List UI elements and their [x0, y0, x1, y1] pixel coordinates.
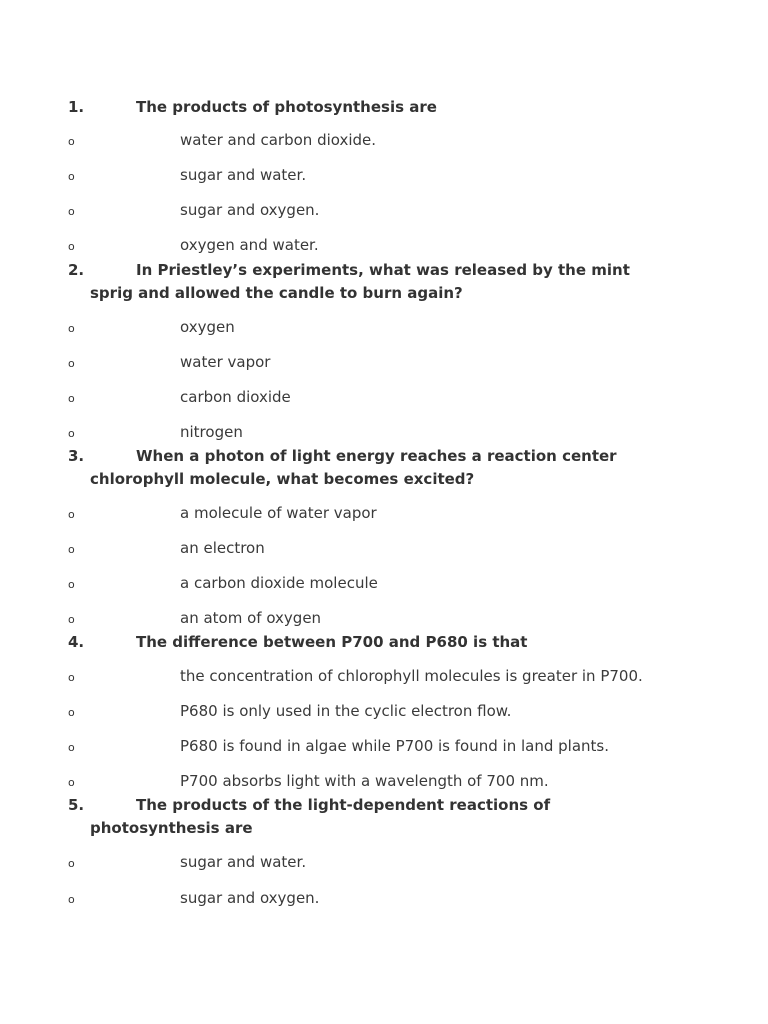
bullet-icon: o [68, 741, 75, 754]
option-text: the concentration of chlorophyll molecules is greater in P700. [180, 667, 643, 685]
bullet-icon: o [68, 392, 75, 405]
question-text: When a photon of light energy reaches a reaction center [136, 447, 617, 465]
option-text: a carbon dioxide molecule [180, 574, 378, 592]
bullet-icon: o [68, 357, 75, 370]
question-text: In Priestley’s experiments, what was released by the mint [136, 261, 630, 279]
option-text: water and carbon dioxide. [180, 131, 377, 149]
option-text: an electron [180, 539, 265, 557]
answer-option [0, 388, 768, 408]
answer-option [0, 353, 768, 373]
question-text: The products of photosynthesis are [136, 98, 437, 116]
bullet-icon: o [68, 776, 75, 789]
answer-option [0, 853, 768, 873]
answer-option [0, 236, 768, 256]
answer-option [0, 702, 768, 722]
option-text: water vapor [180, 353, 271, 371]
question-text: The products of the light-dependent reactions of [136, 796, 551, 814]
answer-option [0, 539, 768, 559]
answer-option [0, 166, 768, 186]
bullet-icon: o [68, 508, 75, 521]
bullet-icon: o [68, 857, 75, 870]
answer-option [0, 772, 768, 792]
option-text: sugar and water. [180, 166, 307, 184]
bullet-icon: o [68, 706, 75, 719]
option-text: P680 is only used in the cyclic electron flow. [180, 702, 512, 720]
bullet-icon: o [68, 427, 75, 440]
bullet-icon: o [68, 671, 75, 684]
option-text: oxygen [180, 318, 235, 336]
answer-option [0, 504, 768, 524]
bullet-icon: o [68, 613, 75, 626]
answer-option [0, 667, 768, 687]
option-text: sugar and water. [180, 853, 307, 871]
question-text-continued: sprig and allowed the candle to burn again? [90, 284, 463, 302]
option-text: sugar and oxygen. [180, 201, 320, 219]
bullet-icon: o [68, 543, 75, 556]
question-text-continued: photosynthesis are [90, 819, 253, 837]
bullet-icon: o [68, 322, 75, 335]
bullet-icon: o [68, 170, 75, 183]
option-text: an atom of oxygen [180, 609, 322, 627]
bullet-icon: o [68, 240, 75, 253]
answer-option [0, 737, 768, 757]
question-number: 2. [68, 261, 85, 279]
question-text: The difference between P700 and P680 is that [136, 633, 528, 651]
bullet-icon: o [68, 578, 75, 591]
option-text: nitrogen [180, 423, 243, 441]
bullet-icon: o [68, 135, 75, 148]
question-number: 3. [68, 447, 85, 465]
question-number: 1. [68, 98, 85, 116]
answer-option [0, 889, 768, 909]
option-text: carbon dioxide [180, 388, 291, 406]
option-text: P700 absorbs light with a wavelength of 700 nm. [180, 772, 549, 790]
answer-option [0, 131, 768, 151]
answer-option [0, 201, 768, 221]
question-text-continued: chlorophyll molecule, what becomes excited? [90, 470, 475, 488]
question-number: 5. [68, 796, 85, 814]
question-number: 4. [68, 633, 85, 651]
answer-option [0, 423, 768, 443]
option-text: sugar and oxygen. [180, 889, 320, 907]
bullet-icon: o [68, 205, 75, 218]
option-text: a molecule of water vapor [180, 504, 377, 522]
answer-option [0, 574, 768, 594]
option-text: oxygen and water. [180, 236, 319, 254]
answer-option [0, 609, 768, 629]
option-text: P680 is found in algae while P700 is found in land plants. [180, 737, 609, 755]
bullet-icon: o [68, 893, 75, 906]
answer-option [0, 318, 768, 338]
